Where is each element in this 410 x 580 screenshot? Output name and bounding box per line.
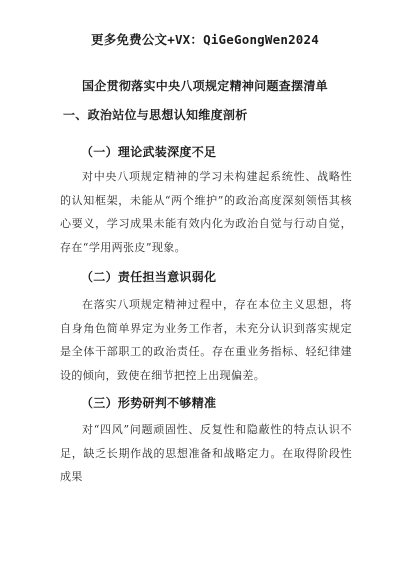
subsection-heading-3: （三）形势研判不够精准 <box>81 396 217 410</box>
promo-header: 更多免费公文+VX：QiGeGongWen2024 <box>91 32 319 47</box>
paragraph-1: 对中央八项规定精神的学习未构建起系统性、战略性的认知框架，未能从“两个维护”的政治高度深刻领悟其核心要义，学习成果未能有效内化为政治自觉与行动自觉，存在“学用两张皮”现象。 <box>60 170 352 254</box>
subsection-heading-2: （二）责任担当意识弱化 <box>81 270 217 284</box>
paragraph-2: 在落实八项规定精神过程中，存在本位主义思想，将自身角色简单界定为业务工作者，未充分认识到落实规定是全体干部职工的政治责任。存在重业务指标、轻纪律建设的倾向，致使在细节把控上出现偏差。 <box>60 298 352 382</box>
section-heading: 一、政治站位与思想认知维度剖析 <box>63 108 248 122</box>
subsection-heading-1: （一）理论武装深度不足 <box>81 145 217 159</box>
document-title: 国企贯彻落实中央八项规定精神问题查摆清单 <box>81 79 328 93</box>
paragraph-3: 对“四风”问题顽固性、反复性和隐蔽性的特点认识不足，缺乏长期作战的思想准备和战略定力。在取得阶段性成果 <box>60 423 352 483</box>
